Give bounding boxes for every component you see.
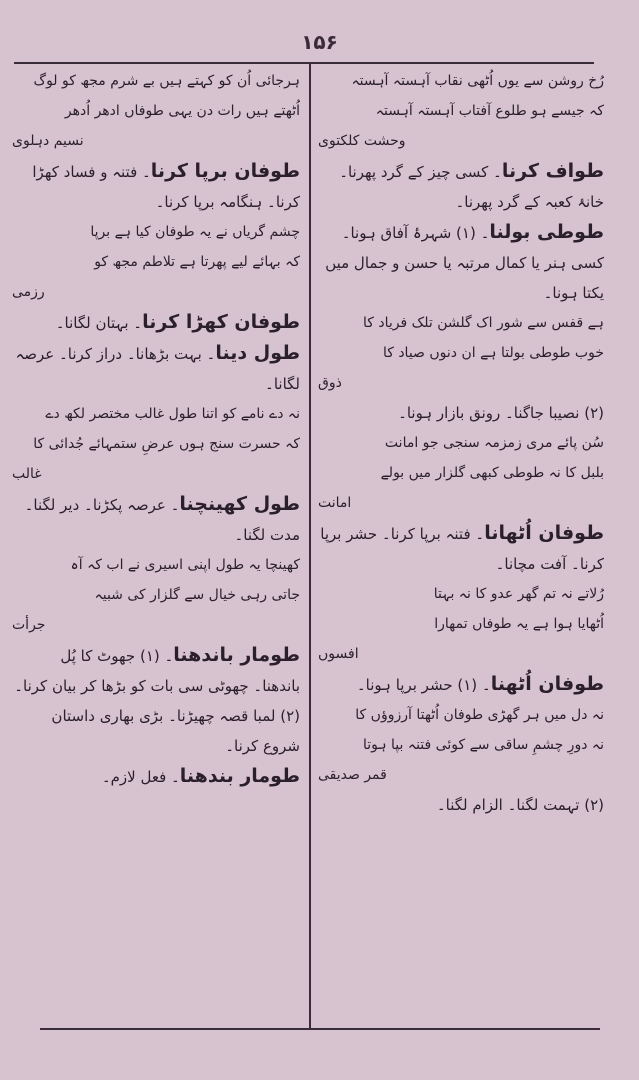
- couplet-line: کہ جیسے ہو طلوع آفتاب آہستہ آہستہ: [375, 103, 604, 119]
- entry-headword: طومار باندھنا: [173, 644, 300, 666]
- entry-definition: (۲) لمبا قصہ چھیڑنا۔ بڑی بھاری داستان شروع کرنا۔: [51, 707, 300, 755]
- entry-headword: طوطی بولنا: [489, 221, 604, 243]
- dictionary-entry: [12, 761, 300, 792]
- couplet-line: ہے قفس سے شور اک گلشن تلک فریاد کا: [363, 315, 604, 331]
- poet-name: غالب: [12, 466, 42, 482]
- entry-definition: ۔ (۱) شہرۂ آفاق ہونا۔ کسی ہنر یا کمال مرتبہ یا حسن و جمال میں یکتا ہونا۔: [325, 224, 604, 302]
- couplet-line: کھینچا یہ طول اپنی اسیری نے اب کہ آہ: [70, 557, 300, 573]
- couplet-line: رُخ روشن سے یوں اُٹھی نقاب آہستہ آہستہ: [351, 73, 604, 89]
- poet-name: امانت: [318, 495, 352, 511]
- bottom-rule: [40, 1028, 600, 1030]
- dictionary-entry: [12, 307, 300, 338]
- couplet-line: جاتی رہی خیال سے گلزار کی شبیہ: [94, 587, 300, 603]
- entry-definition: ۔ بہتان لگانا۔: [55, 314, 143, 332]
- poet-name: نسیم دہلوی: [12, 133, 84, 149]
- couplet-line: کہ بہائے لیے پھرتا ہے تلاطم مجھ کو: [94, 254, 300, 270]
- poet-name: رزمی: [12, 284, 45, 300]
- couplet-line: بلبل کا نہ طوطی کبھی گلزار میں بولے: [380, 465, 604, 481]
- entry-headword: طواف کرنا: [501, 160, 604, 182]
- poet-name: قمر صدیقی: [318, 767, 387, 783]
- couplet-line: رُلاتے نہ تم گھر عدو کا نہ بہتا: [433, 586, 604, 602]
- entry-headword: طوفان کھڑا کرنا: [142, 311, 300, 333]
- poet-name: ذوق: [318, 375, 342, 391]
- entry-headword: طومار بندھنا: [179, 765, 300, 787]
- entry-definition: ۔ (۱) جھوٹ کا پُل باندھنا۔ چھوٹی سی بات کو بڑھا کر بیان کرنا۔: [14, 647, 300, 695]
- entry-definition: (۲) نصیبا جاگنا۔ رونق بازار ہونا۔: [398, 404, 604, 422]
- entry-definition: ۔ عرصہ پکڑنا۔ دیر لگنا۔ مدت لگنا۔: [24, 496, 300, 544]
- entry-headword: طوفان اُٹھانا: [484, 522, 604, 544]
- couplet-line: کہ حسرت سنج ہوں عرضِ ستمہائے جُدائی کا: [33, 436, 300, 452]
- entry-definition: ۔ فتنہ برپا کرنا۔ حشر برپا کرنا۔ آفت مچانا۔: [320, 525, 604, 573]
- entry-definition: ۔ فعل لازم۔: [101, 768, 180, 786]
- dictionary-entry: [318, 790, 604, 820]
- couplet-line: چشم گریاں نے یہ طوفان کیا ہے برپا: [90, 224, 300, 240]
- dictionary-entry: [318, 518, 604, 579]
- couplet-line: خوب طوطی بولتا ہے ان دنوں صیاد کا: [382, 345, 604, 361]
- poet-name: جرأت: [12, 617, 46, 633]
- poet-name: افسوں: [318, 646, 359, 662]
- left-column: [12, 66, 300, 1026]
- dictionary-entry: [318, 156, 604, 217]
- couplet-line: سُن پائے مری زمزمہ سنجی جو امانت: [384, 435, 604, 451]
- couplet-line: نہ دے نامے کو اتنا طول غالب مختصر لکھ دے: [45, 406, 300, 422]
- entry-definition: ۔ فتنہ و فساد کھڑا کرنا۔ ہنگامہ برپا کرنا۔: [32, 163, 300, 211]
- entry-definition: ۔ (۱) حشر برپا ہونا۔: [356, 676, 491, 694]
- entry-definition: ۔ بہت بڑھانا۔ دراز کرنا۔ عرصہ لگانا۔: [15, 345, 300, 393]
- page-number: ۱۵۶: [301, 30, 338, 54]
- dictionary-entry: [12, 489, 300, 550]
- entry-headword: طول دینا: [215, 342, 300, 364]
- couplet-line: اُٹھایا ہوا ہے یہ طوفاں تمھارا: [434, 616, 604, 632]
- dictionary-entry: [12, 640, 300, 701]
- entry-headword: طول کھینچنا: [179, 493, 300, 515]
- couplet-line: اُٹھتے ہیں رات دن یہی طوفاں ادھر اُدھر: [64, 103, 300, 119]
- column-divider: [309, 62, 311, 1030]
- couplet-line: نہ دورِ چشمِ ساقی سے کوئی فتنہ بپا ہوتا: [362, 737, 604, 753]
- dictionary-entry: [318, 217, 604, 308]
- couplet-line: ہرجائی اُن کو کہتے ہیں بے شرم مجھ کو لوگ: [33, 73, 300, 89]
- dictionary-entry: [318, 398, 604, 428]
- entry-headword: طوفان اُٹھنا: [490, 673, 604, 695]
- top-rule: [14, 62, 594, 64]
- dictionary-entry: [12, 156, 300, 217]
- entry-headword: طوفان برپا کرنا: [150, 160, 300, 182]
- entry-definition: ۔ کسی چیز کے گرد پھرنا۔ خانۂ کعبہ کے گرد پھرنا۔: [339, 163, 604, 211]
- dictionary-entry: [12, 338, 300, 399]
- dictionary-entry: [12, 701, 300, 761]
- right-column: [318, 66, 604, 1026]
- dictionary-entry: [318, 669, 604, 700]
- poet-name: وحشت کلکتوی: [318, 133, 406, 149]
- couplet-line: نہ دل میں ہر گھڑی طوفان اُٹھتا آرزوؤں کا: [355, 707, 604, 723]
- entry-definition: (۲) تہمت لگنا۔ الزام لگنا۔: [436, 796, 604, 814]
